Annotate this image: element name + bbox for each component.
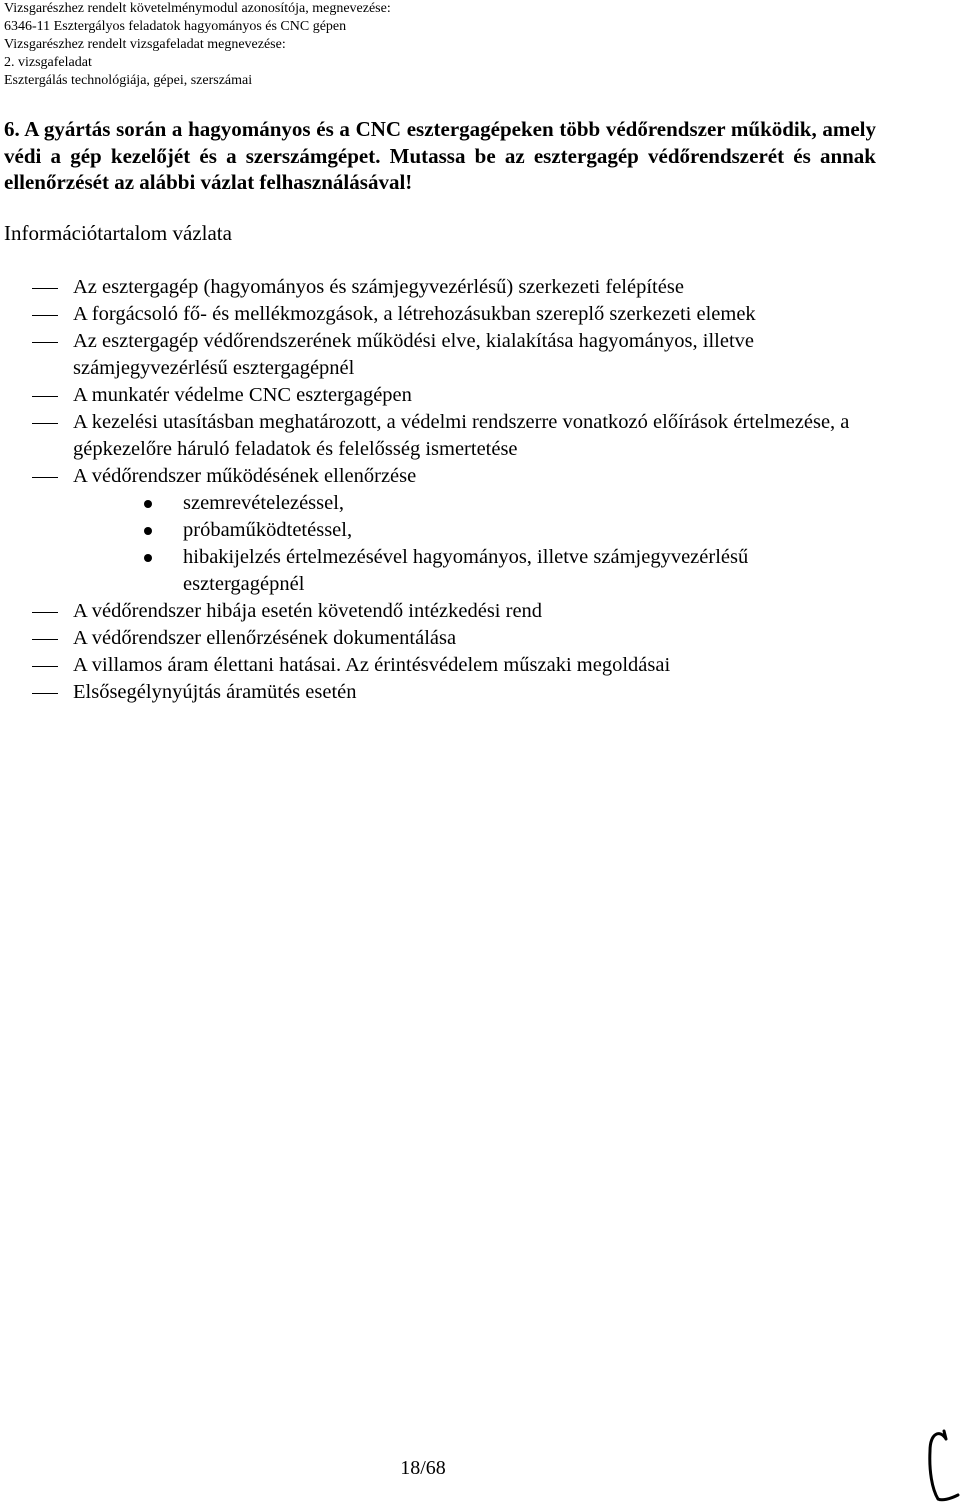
dash-bullet-icon xyxy=(32,315,58,316)
list-item xyxy=(0,463,853,490)
list-item xyxy=(0,382,853,409)
dot-bullet-icon xyxy=(144,554,152,562)
sub-list-item-text: hibakijelzés értelmezésével hagyományos, illetve számjegyvezérlésű esztergagépnél xyxy=(183,546,749,595)
dash-bullet-icon xyxy=(32,639,58,640)
dash-bullet-icon xyxy=(32,693,58,694)
page-number: 18/68 xyxy=(400,1457,446,1479)
list-item-text: A forgácsoló fő- és mellékmozgások, a létrehozásukban szereplő szerkezeti elemek xyxy=(73,303,756,325)
outline-list xyxy=(0,274,900,706)
list-item xyxy=(0,598,853,625)
question-text: 6. A gyártás során a hagyományos és a CNC esztergagépeken több védőrendszer működik, amely védi a gép kezelőjét és a szerszámgépet. Mutassa be az esztergagép védőrendszerét és annak ellenőrzését az alábbi vázlat felhasználásával! xyxy=(4,117,876,194)
dash-bullet-icon xyxy=(32,423,58,424)
handwritten-signature xyxy=(920,1425,960,1503)
list-item xyxy=(0,328,853,382)
list-item-text: A védőrendszer ellenőrzésének dokumentálása xyxy=(73,627,457,649)
list-item-text: A villamos áram élettani hatásai. Az érintésvédelem műszaki megoldásai xyxy=(73,654,671,676)
sub-list-item xyxy=(0,517,863,544)
header-line: Vizsgarészhez rendelt vizsgafeladat megnevezése: xyxy=(4,37,286,52)
sub-list-item-text: szemrevételezéssel, xyxy=(183,492,345,514)
list-item xyxy=(0,652,853,679)
sub-list-item xyxy=(0,490,863,517)
header-line: 2. vizsgafeladat xyxy=(4,55,92,70)
dot-bullet-icon xyxy=(144,527,152,535)
dot-bullet-icon xyxy=(144,500,152,508)
document-header xyxy=(4,0,391,90)
list-item xyxy=(0,409,853,463)
list-item-text: A kezelési utasításban meghatározott, a védelmi rendszerre vonatkozó előírások értelmezése, a gépkezelőre háruló feladatok és felelősség ismertetése xyxy=(73,411,850,460)
sub-list-item-text: próbaműködtetéssel, xyxy=(183,519,353,541)
list-item xyxy=(0,679,853,706)
dash-bullet-icon xyxy=(32,342,58,343)
dash-bullet-icon xyxy=(32,612,58,613)
list-item-text: A védőrendszer működésének ellenőrzése xyxy=(73,465,417,487)
list-item xyxy=(0,274,853,301)
outline-title: Információtartalom vázlata xyxy=(4,221,232,245)
list-item-text: Az esztergagép (hagyományos és számjegyvezérlésű) szerkezeti felépítése xyxy=(73,276,684,298)
header-line: 6346-11 Esztergályos feladatok hagyományos és CNC gépen xyxy=(4,19,347,34)
list-item-text: A védőrendszer hibája esetén követendő intézkedési rend xyxy=(73,600,543,622)
dash-bullet-icon xyxy=(32,396,58,397)
list-item xyxy=(0,301,853,328)
list-item-text: Elsősegélynyújtás áramütés esetén xyxy=(73,681,357,703)
dash-bullet-icon xyxy=(32,288,58,289)
list-item xyxy=(0,625,853,652)
dash-bullet-icon xyxy=(32,477,58,478)
list-item-text: Az esztergagép védőrendszerének működési elve, kialakítása hagyományos, illetve számjegyvezérlésű esztergagépnél xyxy=(73,330,754,379)
header-line: Vizsgarészhez rendelt követelménymodul azonosítója, megnevezése: xyxy=(4,1,391,16)
dash-bullet-icon xyxy=(32,666,58,667)
list-item-text: A munkatér védelme CNC esztergagépen xyxy=(73,384,412,406)
header-line: Esztergálás technológiája, gépei, szerszámai xyxy=(4,73,253,88)
sub-list-item xyxy=(0,544,863,598)
